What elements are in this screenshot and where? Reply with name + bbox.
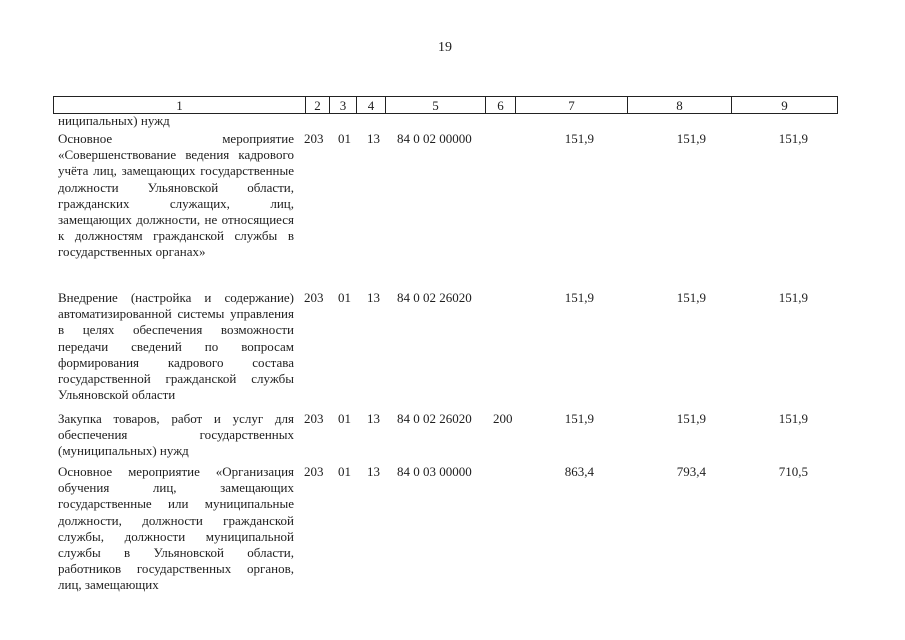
row-4-col2: 203 <box>304 464 324 479</box>
column-number-9: 9 <box>732 97 838 114</box>
row-2-col4: 13 <box>367 290 380 305</box>
row-3-col3: 01 <box>338 411 351 426</box>
row-2-col8: 151,9 <box>676 290 706 305</box>
row-1-col2: 203 <box>304 131 324 146</box>
row-4-col4: 13 <box>367 464 380 479</box>
row-2-col9: 151,9 <box>778 290 808 305</box>
row-3-col5: 84 0 02 26020 <box>397 411 472 426</box>
row-3-col4: 13 <box>367 411 380 426</box>
column-number-8: 8 <box>628 97 732 114</box>
row-2-col3: 01 <box>338 290 351 305</box>
row-2-col2: 203 <box>304 290 324 305</box>
row-3-col7: 151,9 <box>564 411 594 426</box>
page-number: 19 <box>438 40 452 55</box>
header-row-table <box>53 96 838 114</box>
row-3-name: Закупка товаров, работ и услуг для обеспечения государственных (муниципальных) нужд <box>58 411 294 459</box>
row-4-col7: 863,4 <box>564 464 594 479</box>
row-1-col7: 151,9 <box>564 131 594 146</box>
row-1-col5: 84 0 02 00000 <box>397 131 472 146</box>
row-4-col9: 710,5 <box>778 464 808 479</box>
row-1-col3: 01 <box>338 131 351 146</box>
continuation-text: ниципальных) нужд <box>58 113 170 128</box>
row-3-col6: 200 <box>493 411 513 426</box>
row-3-col8: 151,9 <box>676 411 706 426</box>
column-number-4: 4 <box>357 97 386 114</box>
column-number-row <box>54 97 838 114</box>
row-4-col3: 01 <box>338 464 351 479</box>
row-1-col8: 151,9 <box>676 131 706 146</box>
column-number-6: 6 <box>486 97 516 114</box>
row-4-col5: 84 0 03 00000 <box>397 464 472 479</box>
row-1-col9: 151,9 <box>778 131 808 146</box>
column-number-7: 7 <box>516 97 628 114</box>
row-3-col9: 151,9 <box>778 411 808 426</box>
row-1-col4: 13 <box>367 131 380 146</box>
row-4-col8: 793,4 <box>676 464 706 479</box>
row-3-col2: 203 <box>304 411 324 426</box>
row-1-name: Основное мероприятие «Совершенствование ведения кадрового учёта лиц, замещающих государственные должности Ульяновской области, гражданских служащих, лиц, замещающих должности, не относящиеся к должностям гражданской службы в государственных органах» <box>58 131 294 260</box>
column-number-2: 2 <box>306 97 330 114</box>
row-2-name: Внедрение (настройка и содержание) автоматизированной системы управления в целях обеспечения возможности передачи сведений по вопросам формирования кадрового состава государственной гражданской службы Ульяновской области <box>58 290 294 403</box>
column-number-5: 5 <box>386 97 486 114</box>
row-2-col7: 151,9 <box>564 290 594 305</box>
column-number-3: 3 <box>330 97 357 114</box>
column-number-1: 1 <box>54 97 306 114</box>
row-4-name: Основное мероприятие «Организация обучения лиц, замещающих государственные или муниципальные должности, должности гражданской службы, должности муниципальной службы в Ульяновской области, работников государственных органов, лиц, замещающих <box>58 464 294 593</box>
row-2-col5: 84 0 02 26020 <box>397 290 472 305</box>
